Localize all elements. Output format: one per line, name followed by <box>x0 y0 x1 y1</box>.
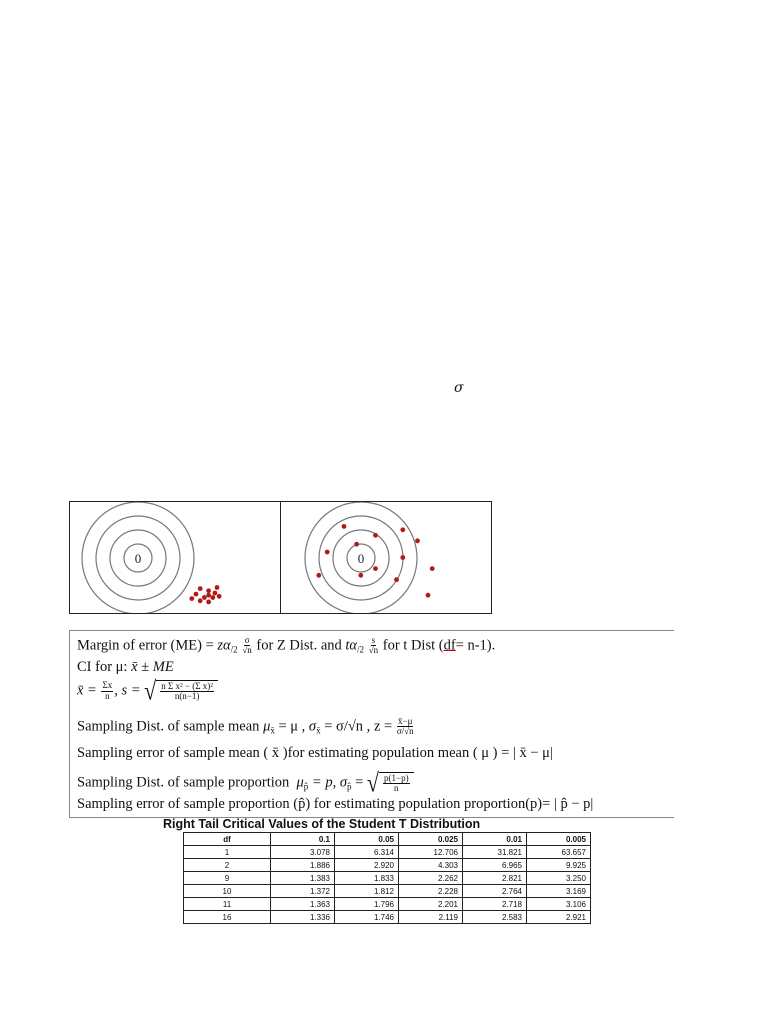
value-cell: 1.812 <box>335 885 399 898</box>
sigma-symbol: σ <box>454 380 464 396</box>
t-table-title: Right Tail Critical Values of the Student T Distribution <box>163 817 481 831</box>
sampling-dist-mean-line <box>77 717 415 737</box>
radical-sign: √ <box>366 767 379 798</box>
xbar-frac <box>101 681 113 701</box>
value-cell: 1.336 <box>271 911 335 924</box>
sdp-mu: μ <box>296 774 304 791</box>
me-prefix: Margin of error (ME) = <box>77 637 214 654</box>
value-cell: 12.706 <box>399 846 463 859</box>
sampling-error-mean-line <box>77 746 553 761</box>
sdm-mu: μ <box>263 718 271 735</box>
header-alpha-0.005: 0.005 <box>527 833 591 846</box>
me-half: /2 <box>230 644 238 655</box>
value-cell: 2.921 <box>527 911 591 924</box>
target-left-center-label: 0 <box>134 551 142 566</box>
shot-dot <box>354 542 359 547</box>
df-cell: 10 <box>184 885 271 898</box>
value-cell: 2.920 <box>335 859 399 872</box>
df-cell: 1 <box>184 846 271 859</box>
s-frac <box>160 682 214 702</box>
target-right-center-label: 0 <box>357 551 365 566</box>
value-cell: 6.314 <box>335 846 399 859</box>
value-cell: 1.886 <box>271 859 335 872</box>
shot-dot <box>189 596 194 601</box>
table-row <box>184 859 591 872</box>
me-z: z <box>217 637 224 654</box>
shot-dot <box>206 600 211 605</box>
shot-dot <box>316 573 321 578</box>
df-cell: 16 <box>184 911 271 924</box>
value-cell: 6.965 <box>463 859 527 872</box>
me-for-z: for Z Dist. <box>256 637 318 654</box>
value-cell: 3.078 <box>271 846 335 859</box>
header-alpha-0.1: 0.1 <box>271 833 335 846</box>
value-cell: 1.746 <box>335 911 399 924</box>
sdp-eq-p: = p, <box>311 774 337 791</box>
shot-dot <box>373 566 378 571</box>
s-sqrt <box>144 675 218 706</box>
margin-of-error-line <box>77 636 495 656</box>
sdp-mu-sub: p̂ <box>303 781 309 792</box>
shot-dot <box>213 591 218 596</box>
frac-den: σ/√n <box>396 726 414 737</box>
value-cell: 1.796 <box>335 898 399 911</box>
frac-num: s <box>371 635 376 645</box>
frac-den: √n <box>242 645 252 656</box>
frac-num: n Σ x² − (Σ x)² <box>161 681 213 691</box>
sdm-sigma-sub: x̄ <box>316 725 321 736</box>
value-cell: 2.201 <box>399 898 463 911</box>
value-cell: 9.925 <box>527 859 591 872</box>
t-table-header-row <box>184 833 591 846</box>
value-cell: 1.833 <box>335 872 399 885</box>
header-df: df <box>184 833 271 846</box>
ci-line <box>77 660 174 675</box>
frac-den: n <box>105 690 110 701</box>
sdp-sigma: σ <box>339 774 347 791</box>
sdm-sigma: σ <box>308 718 317 735</box>
value-cell: 2.583 <box>463 911 527 924</box>
value-cell: 1.372 <box>271 885 335 898</box>
frac-num: σ <box>244 635 250 645</box>
formula-box <box>69 630 674 818</box>
shot-dot <box>217 594 222 599</box>
target-left-svg <box>70 502 280 613</box>
shot-dot <box>400 555 405 560</box>
sdm-mu-sub: x̄ <box>270 725 275 736</box>
header-alpha-0.05: 0.05 <box>335 833 399 846</box>
sampling-dist-proportion-line <box>77 767 414 798</box>
shot-dot <box>325 550 330 555</box>
value-cell: 3.169 <box>527 885 591 898</box>
me-alpha: α <box>223 637 231 654</box>
value-cell: 2.228 <box>399 885 463 898</box>
shot-dot <box>206 593 211 598</box>
value-cell: 2.764 <box>463 885 527 898</box>
ci-expr: x̄ ± ME <box>131 659 174 675</box>
value-cell: 63.657 <box>527 846 591 859</box>
frac-den: √n <box>368 645 379 656</box>
me-sigma-frac <box>242 636 251 656</box>
xbar-lhs: x̄ = <box>77 682 97 699</box>
shot-dot <box>198 598 203 603</box>
table-row <box>184 885 591 898</box>
me-alpha-t: α <box>349 637 358 654</box>
value-cell: 2.262 <box>399 872 463 885</box>
sem-text: Sampling error of sample mean ( x̄ )for estimating population mean ( μ ) = | x̄ − μ| <box>77 745 553 761</box>
sdm-eq-mu: = μ , <box>278 718 306 735</box>
target-right-svg <box>281 502 491 613</box>
shot-dot <box>202 595 207 600</box>
xbar-s-line <box>77 675 218 706</box>
value-cell: 2.821 <box>463 872 527 885</box>
shot-dot <box>210 595 215 600</box>
value-cell: 31.821 <box>463 846 527 859</box>
me-df-eq: = n-1). <box>455 637 496 654</box>
shot-dot <box>373 533 378 538</box>
sdp-sqrt <box>366 767 414 798</box>
frac-num: x̄−μ <box>398 716 413 726</box>
sdm-text: Sampling Dist. of sample mean <box>77 718 260 735</box>
shot-dot <box>206 588 211 593</box>
me-df: df <box>443 637 456 654</box>
header-alpha-0.01: 0.01 <box>463 833 527 846</box>
table-row <box>184 846 591 859</box>
value-cell: 4.303 <box>399 859 463 872</box>
shot-dot <box>358 573 363 578</box>
frac-num: Σx <box>102 680 113 691</box>
target-diagrams <box>69 501 492 614</box>
sampling-error-proportion-line <box>77 797 593 812</box>
sdm-z-eq: z = <box>373 718 393 735</box>
frac-den: n(n−1) <box>174 691 200 702</box>
frac-den: n <box>394 783 399 794</box>
value-cell: 3.106 <box>527 898 591 911</box>
value-cell: 2.119 <box>399 911 463 924</box>
df-cell: 11 <box>184 898 271 911</box>
me-half-t: /2 <box>357 644 365 655</box>
shot-dot <box>394 577 399 582</box>
t-distribution-table <box>183 832 591 924</box>
sdp-text: Sampling Dist. of sample proportion <box>77 774 290 791</box>
shot-dot <box>415 538 420 543</box>
df-cell: 9 <box>184 872 271 885</box>
s-eq: , s = <box>114 682 141 699</box>
radical-sign: √ <box>144 675 157 706</box>
shot-dot <box>430 566 435 571</box>
me-and: and <box>320 637 342 654</box>
sdm-z-frac <box>397 717 414 737</box>
me-s-frac <box>369 636 378 656</box>
target-panel-left <box>70 502 280 613</box>
shot-dot <box>342 524 347 529</box>
sdp-eq: = <box>355 774 364 791</box>
shot-dot <box>198 586 203 591</box>
value-cell: 1.383 <box>271 872 335 885</box>
sdp-frac <box>383 774 410 794</box>
sep-text: Sampling error of sample proportion (p̂) for estimating population proportion(p)= | p̂ − p| <box>77 796 594 812</box>
value-cell: 3.250 <box>527 872 591 885</box>
me-t: t <box>345 637 350 654</box>
df-cell: 2 <box>184 859 271 872</box>
sdp-sigma-sub: p̂ <box>346 781 352 792</box>
shot-dot <box>194 592 199 597</box>
header-alpha-0.025: 0.025 <box>399 833 463 846</box>
table-row <box>184 872 591 885</box>
value-cell: 1.363 <box>271 898 335 911</box>
sdm-eq-sigma: = σ/√n , <box>324 718 371 735</box>
ci-text: CI for μ: <box>77 659 128 675</box>
me-for-t: for t <box>382 637 408 654</box>
shot-dot <box>215 585 220 590</box>
frac-num: p(1−p) <box>384 773 409 783</box>
value-cell: 2.718 <box>463 898 527 911</box>
table-row <box>184 911 591 924</box>
target-panel-right <box>280 502 491 613</box>
table-row <box>184 898 591 911</box>
shot-dot <box>400 527 405 532</box>
shot-dot <box>426 593 431 598</box>
me-dist-open: Dist ( <box>410 637 444 654</box>
target-left-dots <box>189 585 221 604</box>
